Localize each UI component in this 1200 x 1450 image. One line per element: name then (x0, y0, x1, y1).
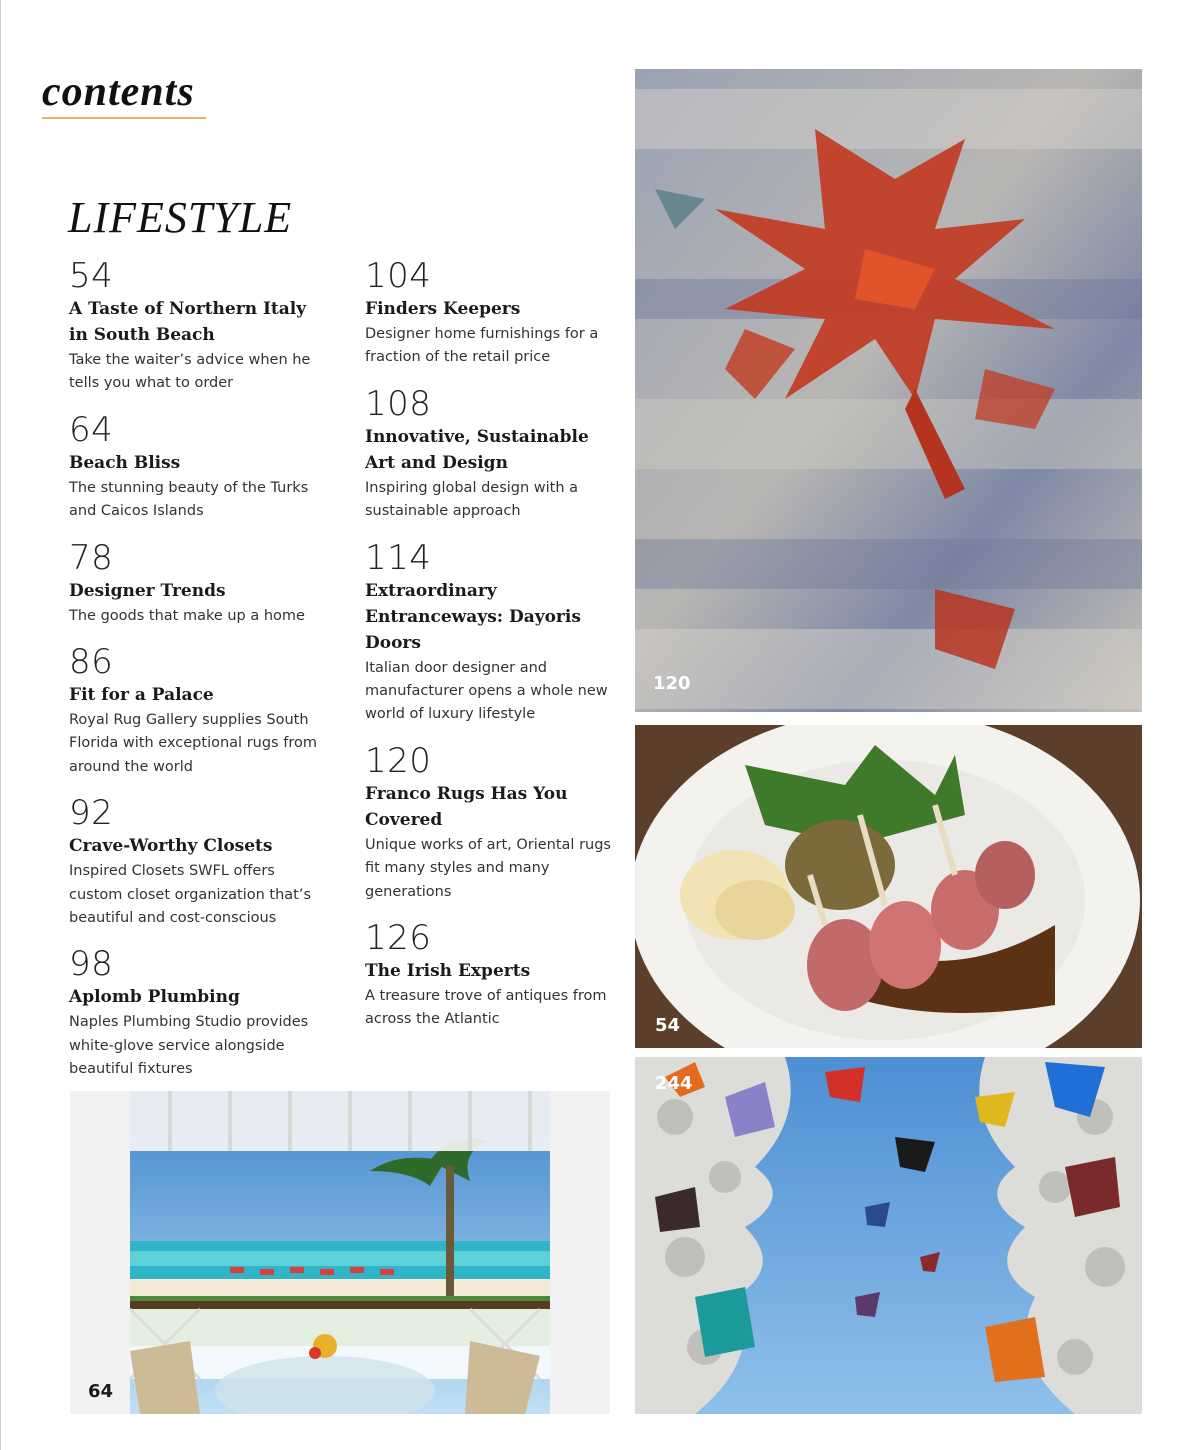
rug-artwork (635, 69, 1142, 712)
toc-entry[interactable] (69, 410, 339, 524)
butterfly-faces-image (635, 1057, 1142, 1414)
toc-entry-title: Aplomb Plumbing (69, 987, 240, 1008)
toc-entry[interactable] (69, 538, 339, 628)
butterfly-art-photo[interactable] (635, 1057, 1142, 1414)
toc-page-number: 104 (365, 256, 432, 296)
lamb-dish-image (635, 725, 1142, 1048)
beach-veranda-image (70, 1091, 610, 1414)
toc-entry-title: A Taste of Northern Italy in South Beach (69, 299, 307, 345)
photo-page-number: 54 (655, 1015, 681, 1036)
rug-photo[interactable] (635, 69, 1142, 712)
toc-page-number: 108 (365, 383, 432, 424)
photo-page-number: 120 (653, 673, 691, 694)
toc-page-number: 78 (69, 537, 114, 578)
food-photo[interactable] (635, 725, 1142, 1048)
toc-page-number: 64 (69, 409, 114, 450)
toc-entry[interactable] (365, 384, 635, 524)
contents-masthead: contents (42, 69, 195, 115)
toc-entry-description: A treasure trove of antiques from across the Atlantic (365, 988, 607, 1028)
photo-page-number: 64 (88, 1381, 114, 1402)
toc-entry-description: Italian door designer and manufacturer opens a whole new world of luxury lifestyle (365, 659, 608, 723)
toc-entry-description: Inspired Closets SWFL offers custom closet organization that’s beautiful and cost-conscious (69, 863, 312, 927)
toc-entry[interactable] (69, 944, 339, 1081)
toc-entry[interactable] (365, 256, 635, 370)
toc-entry-description: Unique works of art, Oriental rugs fit many styles and many generations (365, 836, 611, 900)
photo-page-number: 244 (655, 1073, 693, 1094)
toc-entry-description: The goods that make up a home (69, 607, 305, 624)
toc-entry-description: Naples Plumbing Studio provides white-glove service alongside beautiful fixtures (69, 1014, 309, 1078)
toc-entry-title: Innovative, Sustainable Art and Design (365, 426, 589, 473)
toc-entry[interactable] (365, 741, 635, 904)
toc-entry[interactable] (365, 918, 635, 1032)
toc-page-number: 114 (365, 537, 432, 578)
left-toc-column (69, 256, 339, 1096)
toc-entry-title: Extraordinary Entranceways: Dayoris Doors (365, 580, 581, 653)
toc-page-number: 92 (69, 793, 114, 834)
toc-entry-title: The Irish Experts (365, 961, 531, 982)
toc-page-number: 98 (69, 944, 114, 985)
section-title: LIFESTYLE (68, 193, 293, 242)
masthead-underline (42, 117, 206, 119)
toc-entry-description: Designer home furnishings for a fraction of the retail price (365, 326, 599, 366)
toc-entry-title: Franco Rugs Has You Covered (365, 783, 568, 830)
toc-entry-title: Finders Keepers (365, 299, 521, 319)
toc-entry-description: Inspiring global design with a sustainable approach (365, 479, 579, 520)
toc-entry[interactable] (69, 642, 339, 779)
toc-entry[interactable] (69, 256, 339, 396)
toc-page-number: 120 (365, 740, 432, 781)
page-edge (0, 0, 1, 1450)
toc-page-number: 86 (69, 642, 114, 683)
toc-entry-title: Designer Trends (69, 580, 226, 601)
toc-entry-title: Fit for a Palace (69, 685, 214, 706)
toc-entry-description: Royal Rug Gallery supplies South Florida with exceptional rugs from around the world (69, 712, 317, 775)
toc-entry-title: Beach Bliss (69, 452, 181, 473)
toc-page-number: 126 (365, 918, 432, 959)
toc-page-number: 54 (69, 256, 114, 296)
right-toc-column (365, 256, 635, 1046)
toc-entry-description: Take the waiter’s advice when he tells you what to order (69, 352, 311, 392)
toc-entry-description: The stunning beauty of the Turks and Caicos Islands (69, 479, 309, 520)
beach-photo[interactable] (70, 1091, 610, 1414)
toc-entry[interactable] (69, 793, 339, 930)
toc-entry-title: Crave-Worthy Closets (69, 836, 273, 857)
toc-entry[interactable] (365, 538, 635, 727)
